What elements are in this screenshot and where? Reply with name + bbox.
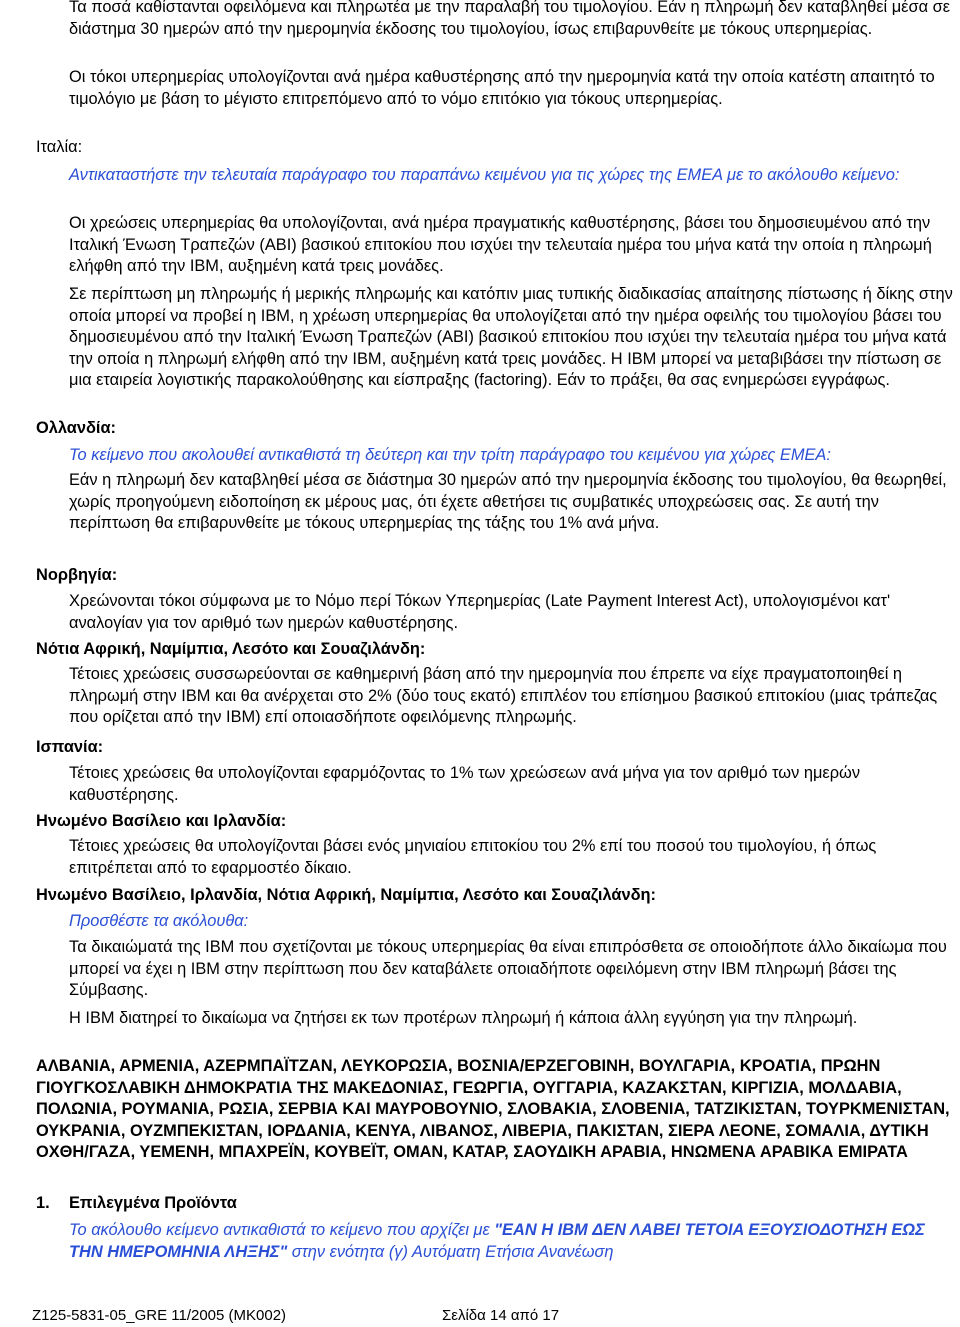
norway-paragraph: Χρεώνονται τόκοι σύμφωνα με το Νόμο περί Τόκων Υπερημερίας (Late Payment Interest Act), υπολογισμένοι κατ' αναλογίαν για τον αριθμό των ημερών καθυστέρησης. [69, 592, 891, 632]
italy-paragraph-1: Οι χρεώσεις υπερημερίας θα υπολογίζονται, ανά ημέρα πραγματικής καθυστέρησης, βάσει του δημοσιευμένου από την Ιταλική Ένωση Τραπεζών (ABI) βασικού επιτοκίου που ισχύει την τελευταία ημέρα του μήνα κατά την οποία η πληρωμή ελήφθη από την IBM, αυξημένη κατά τρεις μονάδες. [69, 214, 932, 276]
heading-uk-ireland-south-africa: Ηνωμένο Βασίλειο, Ιρλανδία, Νότια Αφρική, Ναμίμπια, Λεσότο και Σουαζιλάνδη: [36, 886, 657, 904]
footer-document-id: Z125-5831-05_GRE 11/2005 (MK002) [32, 1307, 287, 1324]
heading-norway: Νορβηγία: [36, 566, 118, 584]
replacement-text-end: στην ενότητα (γ) Αυτόματη Ετήσια Ανανέωση [287, 1242, 614, 1261]
replacement-quoted-clause: "ΕΑΝ Η IBM ΔΕΝ ΛΑΒΕΙ ΤΕΤΟΙΑ ΕΞΟΥΣΙΟΔΟΤΗΣΗ ΕΩΣ ΤΗΝ ΗΜΕΡΟΜΗΝΙΑ ΛΗΞΗΣ" [69, 1221, 925, 1261]
intro-paragraph: Τα ποσά καθίστανται οφειλόμενα και πληρωτέα με την παραλαβή του τιμολογίου. Εάν η πληρωμή δεν καταβληθεί μέσα σε διάστημα 30 ημερών από την ημερομηνία έκδοσης του τιμολογίου, ίσως επιβαρυνθείτε με τόκους υπερημερίας. [69, 0, 951, 38]
italy-instruction: Αντικαταστήστε την τελευταία παράγραφο του παραπάνω κειμένου για τις χώρες της EMEA με το ακόλουθο κείμενο: [69, 166, 900, 184]
replacement-text-start: Το ακόλουθο κείμενο αντικαθιστά το κείμενο που αρχίζει με [69, 1221, 495, 1239]
interest-paragraph: Οι τόκοι υπερημερίας υπολογίζονται ανά ημέρα καθυστέρησης από την ημερομηνία κατά την οποία κατέστη απαιτητό το τιμολόγιο με βάση το μέγιστο επιτρεπόμενο από το νόμο επιτόκιο για τόκους υπερημερίας. [69, 68, 935, 108]
heading-italy: Ιταλία: [36, 138, 83, 156]
uk-za-instruction: Προσθέστε τα ακόλουθα: [69, 912, 249, 930]
italy-paragraph-2: Σε περίπτωση μη πληρωμής ή μερικής πληρωμής και κατόπιν μιας τυπικής διαδικασίας απαίτησης πίστωσης ή δίκης στην οποία μπορεί να προβεί η IBM, η χρέωση υπερημερίας θα υπολογίζεται από την ημέρα οφειλής του τιμολογίου βάσει του δημοσιευμένου από την Ιταλική Ένωση Τραπεζών (ABI) βασικού επιτοκίου που ισχύει την τελευταία ημέρα του μήνα κατά την οποία η πληρωμή ελήφθη από την IBM, αυξημένη κατά τρεις μονάδες. Η IBM μπορεί να μεταβιβάσει την πίστωση σε μια εταιρεία λογιστικής παρακολούθησης και είσπραξης (factoring). Εάν το πράξει, θα σας ενημερώσει εγγράφως. [69, 285, 953, 390]
uk-za-paragraph-1: Τα δικαιώματά της IBM που σχετίζονται με τόκους υπερημερίας θα είναι επιπρόσθετα σε οποιοδήποτε άλλο δικαίωμα που μπορεί να έχει η IBM στην περίπτωση που δεν καταβάλετε οποιαδήποτε οφειλόμενη στην IBM πληρωμή βάσει της Σύμβασης. [69, 938, 947, 1000]
heading-spain: Ισπανία: [36, 738, 104, 756]
replacement-instruction [69, 1220, 953, 1263]
netherlands-paragraph: Εάν η πληρωμή δεν καταβληθεί μέσα σε διάστημα 30 ημερών από την ημερομηνία έκδοσης του τιμολογίου, θα θεωρηθεί, χωρίς προηγούμενη ειδοποίηση εκ μέρους μας, ότι έχετε αθετήσει τις συμβατικές υποχρεώσεις σας. Σε αυτή την περίπτωση θα επιβαρυνθείτε με τόκους υπερημερίας της τάξης του 1% ανά μήνα. [69, 471, 947, 533]
south-africa-paragraph: Τέτοιες χρεώσεις συσσωρεύονται σε καθημερινή βάση από την ημερομηνία που έπρεπε να είχε πραγματοποιηθεί η πληρωμή στην IBM και θα ανέρχεται στο 2% (δύο τους εκατό) επιπλέον του επίσημου βασικού επιτοκίου (μιας τράπεζας που ορίζεται από την IBM) επί οποιασδήποτε οφειλόμενης πληρωμής. [69, 665, 938, 727]
uk-ireland-paragraph: Τέτοιες χρεώσεις θα υπολογίζονται βάσει ενός μηνιαίου επιτοκίου του 2% επί του ποσού του τιμολογίου, ή όπως επιτρέπεται από το εφαρμοστέο δίκαιο. [69, 837, 877, 877]
heading-south-africa: Νότια Αφρική, Ναμίμπια, Λεσότο και Σουαζιλάνδη: [36, 640, 426, 658]
uk-za-paragraph-2: Η IBM διατηρεί το δικαίωμα να ζητήσει εκ των προτέρων πληρωμή ή κάποια άλλη εγγύηση για την πληρωμή. [69, 1009, 858, 1027]
spain-paragraph: Τέτοιες χρεώσεις θα υπολογίζονται εφαρμόζοντας το 1% των χρεώσεων ανά μήνα για τον αριθμό των ημερών καθυστέρησης. [69, 764, 861, 804]
country-list-heading: ΑΛΒΑΝΙΑ, ΑΡΜΕΝΙΑ, ΑΖΕΡΜΠΑΪΤΖΑΝ, ΛΕΥΚΟΡΩΣΙΑ, ΒΟΣΝΙΑ/ΕΡΖΕΓΟΒΙΝΗ, ΒΟΥΛΓΑΡΙΑ, ΚΡΟΑΤΙΑ, ΠΡΩΗΝ ΓΙΟΥΓΚΟΣΛΑΒΙΚΗ ΔΗΜΟΚΡΑΤΙΑ ΤΗΣ ΜΑΚΕΔΟΝΙΑΣ, ΓΕΩΡΓΙΑ, ΟΥΓΓΑΡΙΑ, ΚΑΖΑΚΣΤΑΝ, ΚΙΡΓΙΖΙΑ, ΜΟΛΔΑΒΙΑ, ΠΟΛΩΝΙΑ, ΡΟΥΜΑΝΙΑ, ΡΩΣΙΑ, ΣΕΡΒΙΑ ΚΑΙ ΜΑΥΡΟΒΟΥΝΙΟ, ΣΛΟΒΑΚΙΑ, ΣΛΟΒΕΝΙΑ, ΤΑΤΖΙΚΙΣΤΑΝ, ΤΟΥΡΚΜΕΝΙΣΤΑΝ, ΟΥΚΡΑΝΙΑ, ΟΥΖΜΠΕΚΙΣΤΑΝ, ΙΟΡΔΑΝΙΑ, ΚΕΝΥΑ, ΛΙΒΑΝΟΣ, ΛΙΒΕΡΙΑ, ΠΑΚΙΣΤΑΝ, ΣΙΕΡΑ ΛΕΟΝΕ, ΣΟΜΑΛΙΑ, ΔΥΤΙΚΗ ΟΧΘΗ/ΓΑΖΑ, ΥΕΜΕΝΗ, ΜΠΑΧΡΕΪΝ, ΚΟΥΒΕΪΤ, ΟΜΑΝ, ΚΑΤΑΡ, ΣΑΟΥΔΙΚΗ ΑΡΑΒΙΑ, ΗΝΩΜΕΝΑ ΑΡΑΒΙΚΑ ΕΜΙΡΑΤΑ [36, 1057, 950, 1161]
heading-uk-ireland: Ηνωμένο Βασίλειο και Ιρλανδία: [36, 812, 287, 830]
heading-netherlands: Ολλανδία: [36, 419, 117, 437]
netherlands-instruction: Το κείμενο που ακολουθεί αντικαθιστά τη δεύτερη και την τρίτη παράγραφο του κειμένου για χώρες EMEA: [69, 446, 831, 464]
footer-page-number: Σελίδα 14 από 17 [442, 1307, 560, 1324]
section-title: Επιλεγμένα Προϊόντα [69, 1194, 237, 1212]
section-number: 1. [36, 1194, 50, 1212]
